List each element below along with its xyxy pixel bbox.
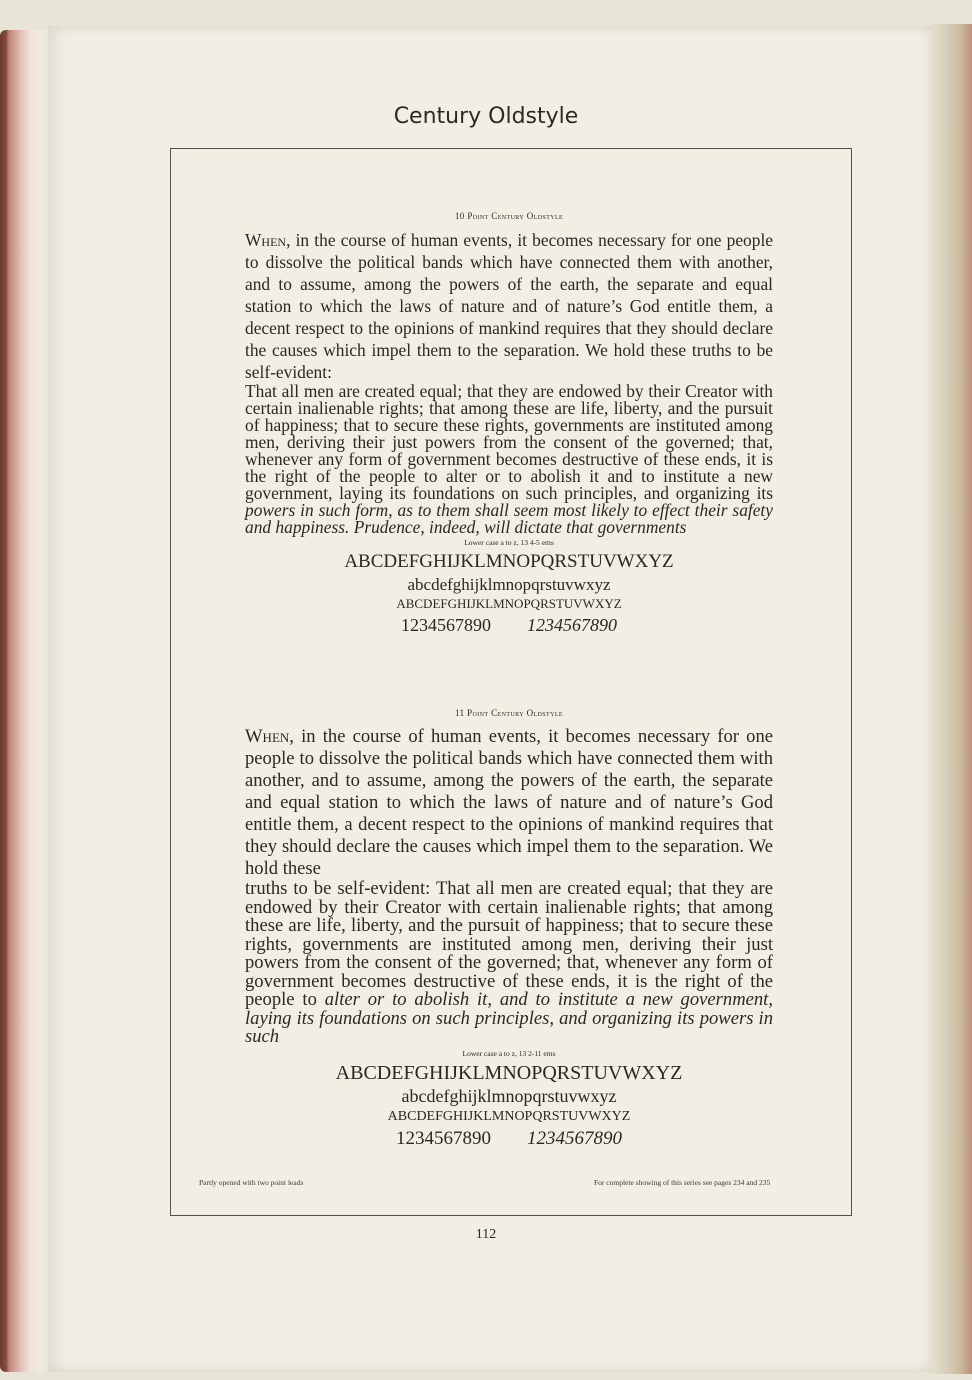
- small-capitals-line: ABCDEFGHIJKLMNOPQRSTUVWXYZ: [396, 596, 622, 611]
- figures-line: [245, 1127, 773, 1151]
- solid-roman-text: That all men are created equal; that they are endowed by their Creator with certain inalienable rights; that among these are life, liberty, and the pursuit of happiness; that to secure these rights, governments are instituted among men, deriving their just powers from the consent of the governed; that, whenever any form of government becomes destructive of these ends, it is the right of the people to alter or to abolish it and to institute a new government, laying its foundations on such principles, and organizing its: [245, 381, 773, 503]
- running-head: Century Oldstyle: [393, 104, 579, 129]
- footnote-left: Partly opened with two point leads: [199, 1178, 304, 1187]
- small-capitals-line: ABCDEFGHIJKLMNOPQRSTUVWXYZ: [387, 1108, 631, 1124]
- solid-italic-text: alter or to abolish it, and to institute a new government, laying its foundations on such principles, and organizing its powers in such: [245, 989, 773, 1047]
- specimen-heading: 10 Point Century Oldstyle: [454, 211, 564, 221]
- capitals-line: ABCDEFGHIJKLMNOPQRSTUVWXYZ: [344, 551, 674, 572]
- lowercase-caption: Lower case a to z, 13 4-5 ems: [464, 538, 554, 547]
- capitals-line: ABCDEFGHIJKLMNOPQRSTUVWXYZ: [335, 1061, 683, 1084]
- opening-word: When,: [245, 230, 291, 250]
- leaded-paragraph: in the course of human events, it becomes necessary for one people to dissolve the political bands which have connected them with another, and to assume, among the powers of the earth, the separate and equal station to which the laws of nature and of nature’s God entitle them, a decent respect to the opinions of mankind requires that they should declare the causes which impel them to the separation. We hold these: [245, 726, 773, 879]
- specimen-leaded-text: [245, 229, 773, 383]
- lowercase-line: abcdefghijklmnopqrstuvwxyz: [407, 575, 611, 594]
- opening-word: When,: [245, 726, 294, 747]
- leaded-paragraph: in the course of human events, it becomes necessary for one people to dissolve the political bands which have connected them with another, and to assume, among the powers of the earth, the separate and equal station to which the laws of nature and of nature’s God entitle them, a decent respect to the opinions of mankind requires that they should declare the causes which impel them to the separation. We hold these truths to be self-evident:: [245, 230, 773, 382]
- specimen-leaded-text: [245, 726, 773, 880]
- specimen-heading: 11 Point Century Oldstyle: [455, 708, 563, 718]
- solid-italic-text: powers in such form, as to them shall seem most likely to effect their safety and happiness. Prudence, indeed, will dictate that governments: [245, 500, 773, 537]
- specimen-10-point: [245, 211, 773, 637]
- figures-line: [245, 613, 773, 637]
- lowercase-line: abcdefghijklmnopqrstuvwxyz: [401, 1085, 617, 1106]
- roman-figures: 1234567890: [396, 1127, 491, 1149]
- specimen-11-point: [245, 708, 773, 1151]
- italic-figures: 1234567890: [527, 615, 617, 635]
- book-edge-left: [0, 30, 48, 1372]
- italic-figures: 1234567890: [527, 1127, 622, 1149]
- lowercase-caption: Lower case a to z, 13 2-11 ems: [462, 1048, 556, 1058]
- solid-roman-text: truths to be self-evident: That all men are created equal; that they are endowed by their Creator with certain inalienable rights; that among these are life, liberty, and the pursuit of happiness; that to secure these rights, governments are instituted among men, deriving their just powers from the consent of the governed; that, whenever any form of government becomes destructive of these ends, it is the right of the people to: [245, 878, 773, 1010]
- roman-figures: 1234567890: [401, 615, 491, 635]
- specimen-solid-text: [245, 383, 773, 536]
- specimen-solid-text: [245, 880, 773, 1047]
- page-number: 112: [475, 1227, 497, 1242]
- book-edge-right: [930, 24, 972, 1374]
- footnote-right: For complete showing of this series see pages 234 and 235: [594, 1178, 771, 1187]
